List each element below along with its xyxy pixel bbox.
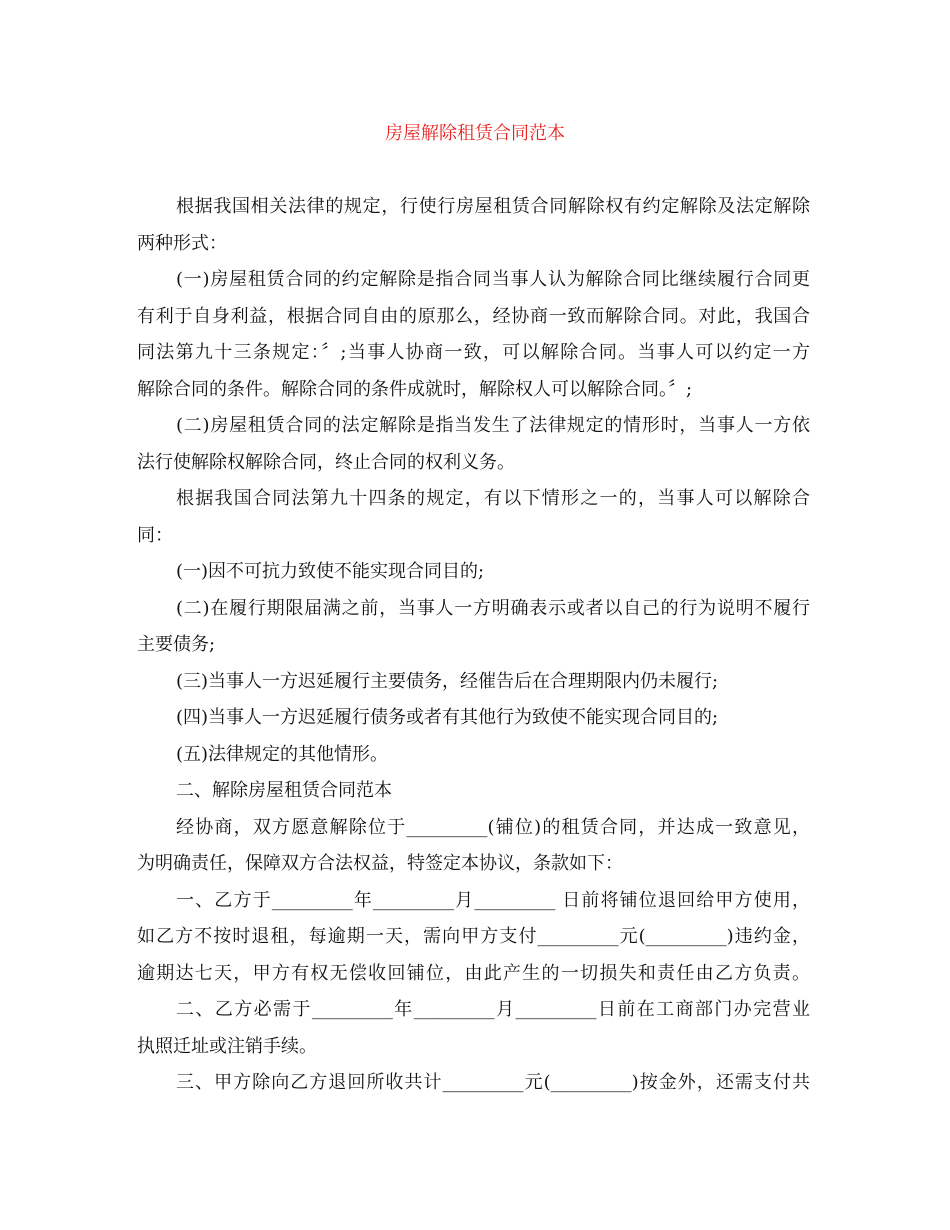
- paragraph-line: (三)当事人一方迟延履行主要债务，经催告后在合理期限内仍未履行;: [176, 670, 719, 692]
- paragraph-line: (四)当事人一方迟延履行债务或者有其他行为致使不能实现合同目的;: [176, 707, 719, 728]
- paragraph-line: (二)房屋租赁合同的法定解除是指当发生了法律规定的情形时，当事人一方依: [176, 415, 810, 436]
- paragraph-line: 执照迁址或注销手续。: [137, 1035, 317, 1057]
- paragraph-line: 经协商，双方愿意解除位于_________(铺位)的租赁合同，并达成一致意见，: [176, 816, 810, 838]
- paragraph-line: 法行使解除权解除合同，终止合同的权利义务。: [137, 451, 515, 473]
- paragraph-line: 二、解除房屋租赁合同范本: [176, 780, 392, 801]
- paragraph-line: 解除合同的条件。解除合同的条件成就时，解除权人可以解除合同。〞;: [137, 378, 693, 400]
- paragraph-line: 一、乙方于_________年_________月_________ 日前将铺位退回给甲方使用，: [176, 889, 810, 911]
- paragraph-line: 逾期达七天，甲方有权无偿收回铺位，由此产生的一切损失和责任由乙方负责。: [137, 962, 810, 984]
- paragraph-line: 同：: [137, 524, 173, 546]
- paragraph-line: (五)法律规定的其他情形。: [176, 743, 389, 765]
- paragraph-line: 为明确责任，保障双方合法权益，特签定本协议，条款如下：: [137, 853, 623, 874]
- paragraph-line: 有利于自身利益，根据合同自由的原那么，经协商一致而解除合同。对此，我国合: [137, 305, 810, 327]
- document-body: [137, 189, 810, 1102]
- paragraph-line: 如乙方不按时退租，每逾期一天，需向甲方支付_________元(_________)违约金，: [137, 926, 810, 947]
- paragraph-line: 三、甲方除向乙方退回所收共计_________元(_________)按金外，还需支付共: [176, 1072, 810, 1093]
- paragraph-line: (一)房屋租赁合同的约定解除是指合同当事人认为解除合同比继续履行合同更: [176, 269, 810, 290]
- paragraph-line: 同法第九十三条规定：〞;当事人协商一致，可以解除合同。当事人可以约定一方: [137, 342, 810, 363]
- paragraph-line: (一)因不可抗力致使不能实现合同目的;: [176, 561, 485, 582]
- paragraph-line: 两种形式：: [137, 232, 227, 254]
- paragraph-line: 主要债务;: [137, 634, 216, 655]
- paragraph-line: 根据我国合同法第九十四条的规定，有以下情形之一的，当事人可以解除合: [176, 488, 810, 509]
- paragraph-line: 二、乙方必需于_________年_________月_________日前在工商部门办完营业: [176, 999, 810, 1020]
- paragraph-line: (二)在履行期限届满之前，当事人一方明确表示或者以自己的行为说明不履行: [176, 597, 810, 619]
- paragraph-line: 根据我国相关法律的规定，行使行房屋租赁合同解除权有约定解除及法定解除: [176, 196, 810, 217]
- document-title: 房屋解除租赁合同范本: [385, 123, 565, 144]
